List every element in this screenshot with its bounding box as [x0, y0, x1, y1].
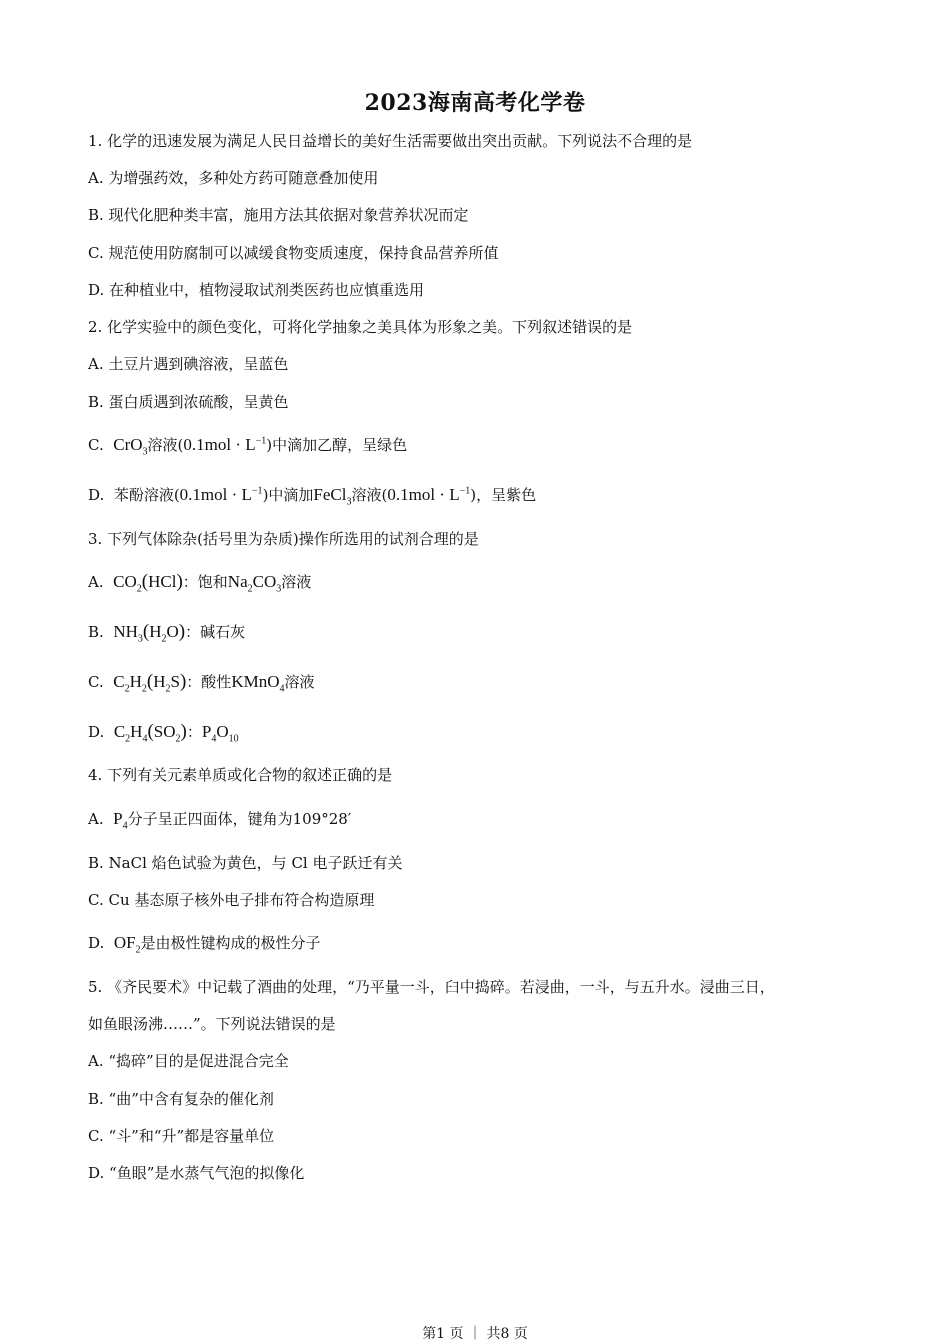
question-4-stem: 4. 下列有关元素单质或化合物的叙述正确的是 — [88, 766, 393, 784]
question-5-stem-line-1: 5. 《齐民要术》中记载了酒曲的处理，“乃平量一斗，臼中捣碎。若浸曲，一斗，与五升水。浸曲三日， — [88, 978, 775, 996]
option-label: D. — [88, 723, 105, 741]
question-1-option-d: D. 在种植业中，植物浸取试剂类医药也应慎重选用 — [88, 281, 425, 299]
option-text: ：酸性 — [186, 673, 232, 691]
formula-gas: $NH_3(H_2O)$ — [113, 621, 186, 645]
formula-reagent: $P_4O_{10}$ — [201, 722, 239, 745]
question-5-option-d: D. “鱼眼”是水蒸气气泡的拟像化 — [88, 1164, 305, 1182]
option-text: 溶液( — [351, 486, 388, 504]
formula-p4: $P_4$ — [113, 809, 128, 832]
question-3-option-c — [88, 671, 890, 693]
concentration: $0.1mol \cdot L^{-1}$ — [179, 485, 263, 504]
question-5-stem-line-2: 如鱼眼汤沸……”。下列说法错误的是 — [88, 1015, 336, 1033]
formula-fecl3: FeCl$_3$ — [313, 485, 352, 508]
formula-gas: $C_2H_2(H_2S)$ — [113, 671, 187, 695]
question-4-option-b: B. NaCl 焰色试验为黄色，与 Cl 电子跃迁有关 — [88, 854, 403, 872]
question-1-option-b: B. 现代化肥种类丰富，施用方法其依据对象营养状况而定 — [88, 206, 469, 224]
option-text: 是由极性键构成的极性分子 — [140, 934, 321, 952]
question-3-stem: 3. 下列气体除杂(括号里为杂质)操作所选用的试剂合理的是 — [88, 530, 479, 548]
option-text: 溶液 — [281, 573, 312, 591]
option-text: )，呈紫色 — [470, 486, 537, 504]
question-1-option-c: C. 规范使用防腐制可以减缓食物变质速度，保持食品营养所值 — [88, 244, 499, 262]
formula-gas: $CO_2(HCl)$ — [113, 571, 183, 595]
option-text: 溶液( — [147, 436, 184, 454]
option-label: D. — [88, 486, 105, 504]
question-3-option-d — [88, 721, 890, 743]
option-label: A. — [88, 810, 104, 828]
concentration: $0.1mol \cdot L^{-1}$ — [387, 485, 471, 504]
question-2-option-b: B. 蛋白质遇到浓硫酸，呈黄色 — [88, 393, 289, 411]
question-4-option-a — [88, 808, 890, 830]
question-2-option-d — [88, 484, 890, 506]
question-3-option-a — [88, 571, 890, 593]
option-text: ： — [186, 723, 202, 741]
question-4-option-c: C. Cu 基态原子核外电子排布符合构造原理 — [88, 891, 375, 909]
option-label: C. — [88, 436, 104, 454]
question-1-option-a: A. 为增强药效，多种处方药可随意叠加使用 — [88, 169, 379, 187]
question-3-option-b — [88, 621, 890, 643]
formula-of2: $OF_2$ — [113, 933, 141, 956]
option-text: )中滴加乙醇，呈绿色 — [266, 436, 408, 454]
page-title: 2023海南高考化学卷 — [364, 90, 586, 116]
option-text: ：碱石灰 — [185, 623, 246, 641]
option-text: )中滴加 — [262, 486, 314, 504]
page-footer: 第1 页 ｜ 共8 页 — [422, 1326, 528, 1342]
question-5-option-b: B. “曲”中含有复杂的催化剂 — [88, 1090, 274, 1108]
option-text: 溶液 — [284, 673, 315, 691]
formula-cro3: CrO$_3$ — [113, 435, 148, 458]
question-4-option-d — [88, 932, 890, 954]
question-2-stem: 2. 化学实验中的颜色变化，可将化学抽象之美具体为形象之美。下列叙述错误的是 — [88, 318, 633, 336]
option-label: A. — [88, 573, 104, 591]
option-label: B. — [88, 623, 104, 641]
formula-reagent: $Na_2CO_3$ — [227, 572, 282, 595]
concentration: $0.1mol \cdot L^{-1}$ — [183, 435, 267, 454]
option-text: 分子呈正四面体，键角为109°28′ — [127, 810, 352, 828]
question-2-option-c — [88, 434, 890, 456]
option-label: D. — [88, 934, 105, 952]
formula-reagent: KMnO$_4$ — [231, 672, 285, 695]
option-label: C. — [88, 673, 104, 691]
formula-gas: $C_2H_4(SO_2)$ — [113, 721, 187, 745]
question-1-stem: 1. 化学的迅速发展为满足人民日益增长的美好生活需要做出突出贡献。下列说法不合理的是 — [88, 132, 693, 150]
question-2-option-a: A. 土豆片遇到碘溶液，呈蓝色 — [88, 355, 289, 373]
option-text: ：饱和 — [182, 573, 228, 591]
option-text: 苯酚溶液( — [113, 486, 180, 504]
question-5-option-a: A. “捣碎”目的是促进混合完全 — [88, 1052, 289, 1070]
question-5-option-c: C. “斗”和“升”都是容量单位 — [88, 1127, 275, 1145]
